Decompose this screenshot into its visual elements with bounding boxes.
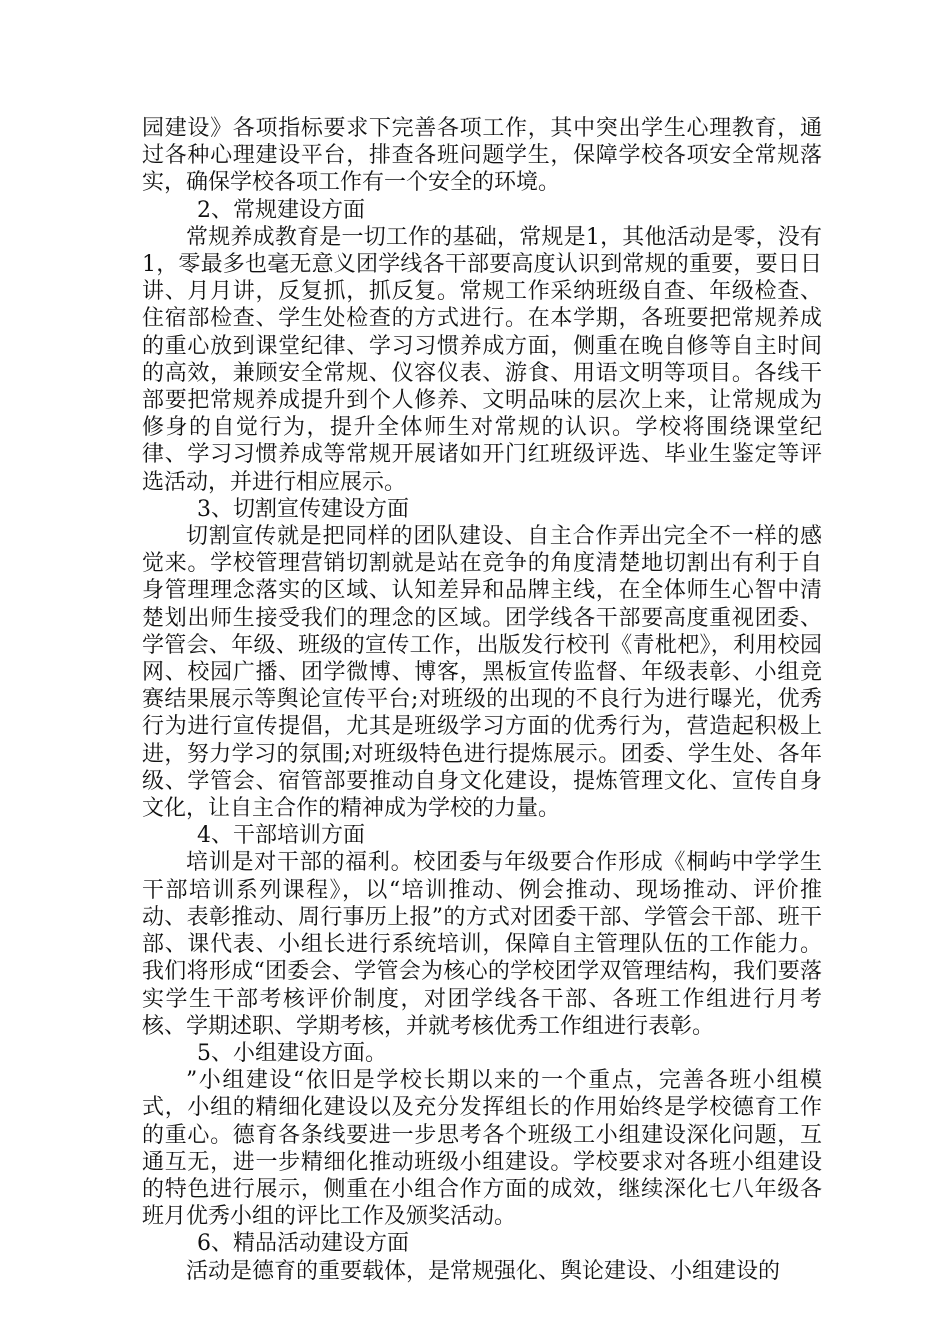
section-heading-activities: 6、精品活动建设方面 bbox=[197, 1231, 409, 1257]
paragraph-training: 培训是对干部的福利。校团委与年级要合作形成《桐屿中学学生干部培训系列课程》，以“培训推动、例会推动、现场推动、评价推动、表彰推动、周行事历上报”的方式对团委干部、学管会干部、班干部、课代表、小组长进行系统培训，保障自主管理队伍的工作能力。我们将形成“团委会、学管会为核心的学校团学双管理结构，我们要落实学生干部考核评价制度，对团学线各干部、各班工作组进行月考核、学期述职、学期考核，并就考核优秀工作组进行表彰。 bbox=[142, 850, 822, 1039]
section-heading-groups: 5、小组建设方面。 bbox=[197, 1040, 387, 1066]
section-heading-routine: 2、常规建设方面 bbox=[197, 197, 365, 223]
document-body bbox=[142, 115, 822, 1285]
paragraph-continuation: 园建设》各项指标要求下完善各项工作，其中突出学生心理教育，通过各种心理建设平台，排查各班问题学生，保障学校各项安全常规落实，确保学校各项工作有一个安全的环境。 bbox=[142, 116, 822, 196]
section-heading-publicity: 3、切割宣传建设方面 bbox=[197, 496, 409, 522]
paragraph-routine: 常规养成教育是一切工作的基础，常规是1，其他活动是零，没有1，零最多也毫无意义团学线各干部要高度认识到常规的重要，要日日讲、月月讲，反复抓，抓反复。常规工作采纳班级自查、年级检查、住宿部检查、学生处检查的方式进行。在本学期，各班要把常规养成的重心放到课堂纪律、学习习惯养成方面，侧重在晚自修等自主时间的高效，兼顾安全常规、仪容仪表、游食、用语文明等项目。各线干部要把常规养成提升到个人修养、文明品味的层次上来，让常规成为修身的自觉行为，提升全体师生对常规的认识。学校将围绕课堂纪律、学习习惯养成等常规开展诸如开门红班级评选、毕业生鉴定等评选活动，并进行相应展示。 bbox=[142, 224, 822, 495]
paragraph-publicity: 切割宣传就是把同样的团队建设、自主合作弄出完全不一样的感觉来。学校管理营销切割就是站在竞争的角度清楚地切割出有利于自身管理理念落实的区域、认知差异和品牌主线，在全体师生心智中清楚划出师生接受我们的理念的区域。团学线各干部要高度重视团委、学管会、年级、班级的宣传工作，出版发行校刊《青枇杷》，利用校园网、校园广播、团学微博、博客，黑板宣传监督、年级表彰、小组竞赛结果展示等舆论宣传平台;对班级的出现的不良行为进行曝光，优秀行为进行宣传提倡，尤其是班级学习方面的优秀行为，营造起积极上进，努力学习的氛围;对班级特色进行提炼展示。团委、学生处、各年级、学管会、宿管部要推动自身文化建设，提炼管理文化、宣传自身文化，让自主合作的精神成为学校的力量。 bbox=[142, 524, 822, 822]
section-heading-training: 4、干部培训方面 bbox=[197, 823, 365, 849]
paragraph-groups: ”小组建设“依旧是学校长期以来的一个重点，完善各班小组模式，小组的精细化建设以及充分发挥组长的作用始终是学校德育工作的重心。德育各条线要进一步思考各个班级工小组建设深化问题，互通互无，进一步精细化推动班级小组建设。学校要求对各班小组建设的特色进行展示，侧重在小组合作方面的成效，继续深化七八年级各班月优秀小组的评比工作及颁奖活动。 bbox=[142, 1068, 822, 1230]
paragraph-activities: 活动是德育的重要载体，是常规强化、舆论建设、小组建设的 bbox=[186, 1258, 781, 1284]
